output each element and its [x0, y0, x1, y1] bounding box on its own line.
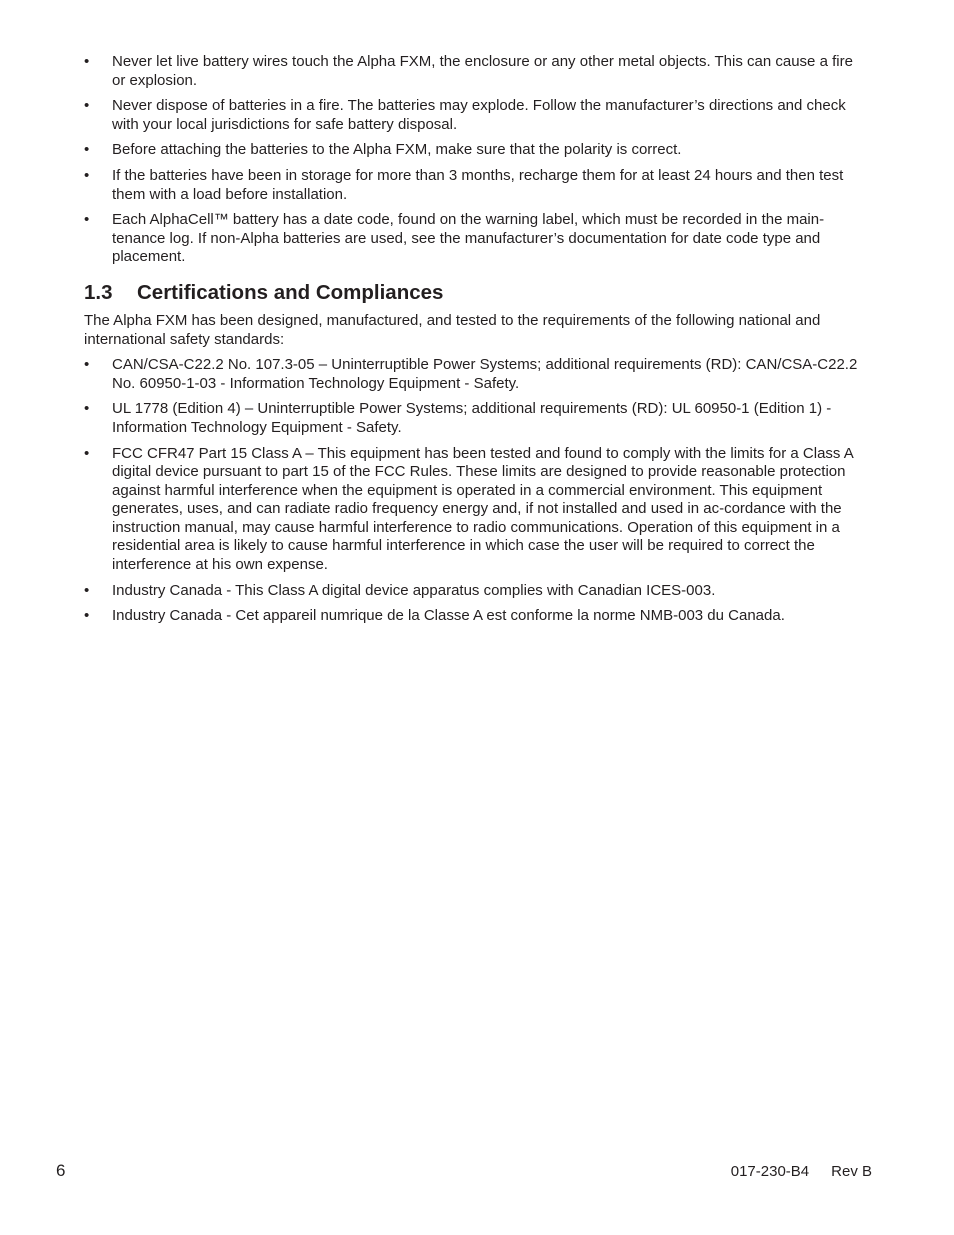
bullet-marker: •	[84, 400, 90, 418]
bullet-marker: •	[84, 53, 90, 70]
list-item	[84, 53, 870, 90]
section-title: Certifications and Compliances	[137, 280, 444, 304]
list-item-text: Before attaching the batteries to the Alpha FXM, make sure that the polarity is correct.	[112, 141, 682, 159]
page-content	[84, 53, 870, 633]
bullet-marker: •	[84, 211, 90, 229]
bullet-marker: •	[84, 97, 90, 115]
bullet-marker: •	[84, 607, 90, 625]
list-item-text: If the batteries have been in storage for more than 3 months, recharge them for at least 24 hours and then test them with a load before installation.	[112, 166, 844, 203]
list-item-text: Never dispose of batteries in a fire. The batteries may explode. Follow the manufacturer’s directions and check with your local jurisdictions for safe battery disposal.	[112, 97, 846, 133]
list-item	[84, 582, 870, 601]
bullet-marker: •	[84, 581, 90, 599]
list-item-text: Industry Canada - Cet appareil numrique de la Classe A est conforme la norme NMB-003 du Canada.	[112, 607, 785, 625]
list-item	[84, 356, 870, 393]
list-item	[84, 167, 870, 204]
list-item	[84, 211, 870, 267]
bullet-marker: •	[84, 166, 90, 184]
list-item-text: UL 1778 (Edition 4) – Uninterruptible Power Systems; additional requirements (RD): UL 60950-1 (Edition 1) - Information Technology Equipment - Safety.	[112, 400, 832, 436]
document-id: 017-230-B4	[730, 1163, 810, 1180]
revision-label: Rev B	[831, 1163, 872, 1180]
certification-bullet-list	[84, 356, 870, 626]
section-intro: The Alpha FXM has been designed, manufactured, and tested to the requirements of the following national and international safety standards:	[84, 311, 821, 348]
list-item	[84, 445, 870, 575]
document-reference	[731, 1163, 872, 1180]
bullet-marker: •	[84, 356, 90, 374]
bullet-marker: •	[84, 444, 90, 462]
list-item-text: FCC CFR47 Part 15 Class A – This equipment has been tested and found to comply with the limits for a Class A digital device pursuant to part 15 of the FCC Rules. These limits are designed to provide reasonable protection against harmful interference when the equipment is operated in a commercial environment. This equipment generates, uses, and can radiate radio frequency energy and, if not installed and used in ac-cordance with the instruction manual, may cause harmful interference to radio communications. Operation of this equipment in a residential area is likely to cause harmful interference in which case the user will be required to correct the interference at his own expense.	[112, 444, 853, 574]
bullet-marker: •	[84, 141, 90, 159]
list-item-text: Each AlphaCell™ battery has a date code, found on the warning label, which must be recorded in the main-tenance log. If non-Alpha batteries are used, see the manufacturer’s documentation for date code type and placement.	[112, 211, 825, 266]
list-item	[84, 607, 870, 626]
list-item-text: Never let live battery wires touch the Alpha FXM, the enclosure or any other metal objects. This can cause a fire or explosion.	[112, 53, 853, 89]
list-item	[84, 97, 870, 134]
section-heading	[84, 281, 870, 305]
safety-bullet-list	[84, 53, 870, 267]
list-item-text: CAN/CSA-C22.2 No. 107.3-05 – Uninterruptible Power Systems; additional requirements (RD): CAN/CSA-C22.2 No. 60950-1-03 - Information Technology Equipment - Safety.	[112, 356, 858, 392]
list-item-text: Industry Canada - This Class A digital device apparatus complies with Canadian ICES-003.	[112, 581, 716, 599]
list-item	[84, 141, 870, 160]
section-number: 1.3	[84, 280, 113, 304]
list-item	[84, 400, 870, 437]
page-number: 6	[56, 1161, 66, 1180]
